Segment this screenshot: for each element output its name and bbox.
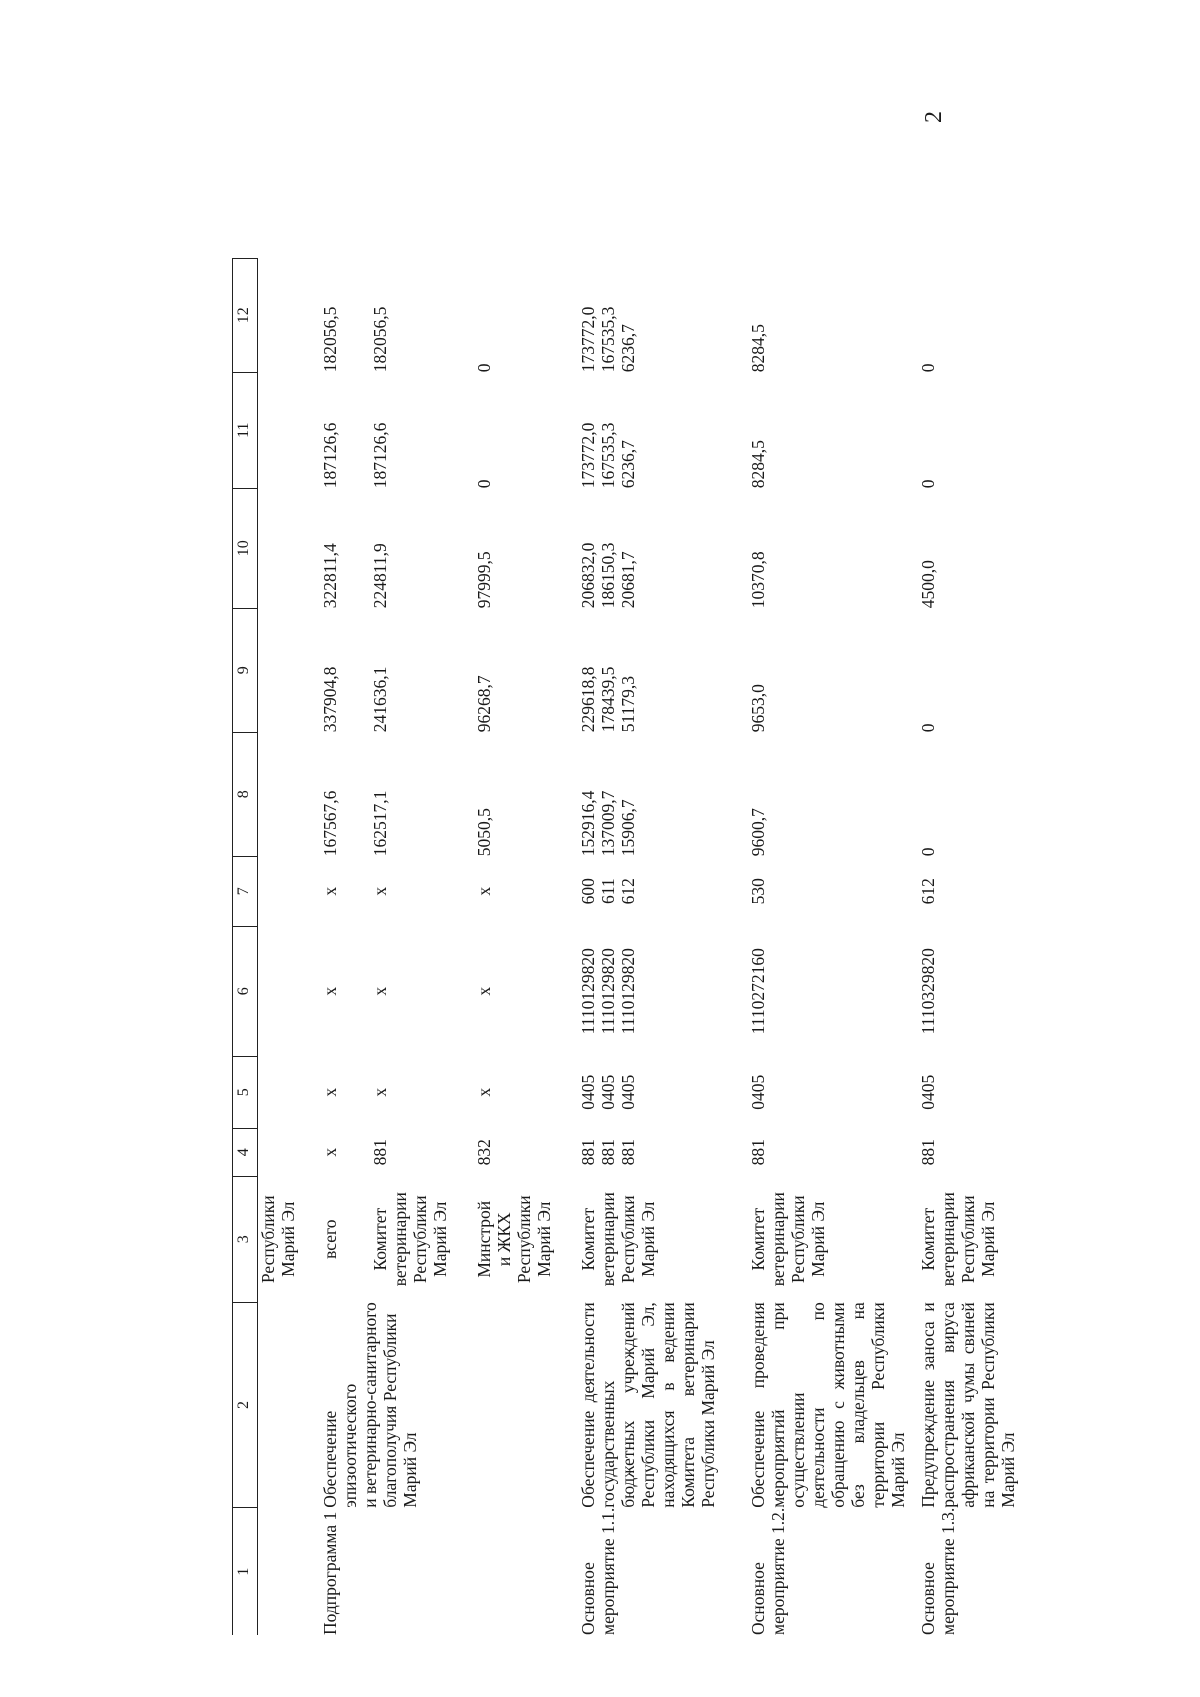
- row-val-8: 162517,1: [369, 790, 390, 857]
- row-val-12: 0: [473, 363, 494, 373]
- row-vr: 612: [917, 878, 938, 905]
- row-rzpr: 0405: [747, 1074, 768, 1110]
- table-row: [320, 258, 370, 1635]
- row-title: Обеспечение эпизоотического и ветеринарно-санитарного благополучия Республики Марий Эл: [319, 1302, 420, 1508]
- row-val-12: 8284,5: [747, 324, 768, 373]
- row-val-11: 8284,5: [747, 440, 768, 489]
- table-row: [918, 258, 1048, 1635]
- row-vr: х: [473, 886, 494, 896]
- row-grbs: 881 881 881: [577, 1139, 638, 1166]
- row-csr: 1110129820 1110129820 1110129820: [577, 948, 638, 1035]
- col-num-8: 8: [233, 732, 258, 856]
- table-row: [748, 258, 918, 1635]
- col-num-7: 7: [233, 856, 258, 926]
- row-val-9: 229618,8 178439,5 51179,3: [577, 666, 638, 733]
- row-val-8: 167567,6: [319, 790, 340, 857]
- row-grbs: х: [319, 1147, 340, 1157]
- row-val-11: 173772,0 167535,3 6236,7: [577, 422, 638, 489]
- row-executor: Комитет ветеринарии Республики Марий Эл: [369, 1192, 450, 1287]
- row-vr: х: [369, 886, 390, 896]
- row-executor: Комитет ветеринарии Республики Марий Эл: [917, 1192, 998, 1287]
- row-rzpr: 0405 0405 0405: [577, 1074, 638, 1110]
- row-val-9: 9653,0: [747, 684, 768, 733]
- col-num-9: 9: [233, 608, 258, 732]
- row-val-12: 182056,5: [369, 306, 390, 373]
- row-val-9: 96268,7: [473, 675, 494, 733]
- table-row: [578, 258, 748, 1635]
- row-val-10: 322811,4: [319, 543, 340, 609]
- col-num-10: 10: [233, 488, 258, 608]
- rotated-sheet: [232, 105, 1192, 1635]
- row-grbs: 832: [473, 1139, 494, 1166]
- row-val-11: 0: [917, 479, 938, 489]
- col-num-6: 6: [233, 926, 258, 1056]
- row-title: Обеспечение проведения мероприятий при осуществлении деятельности по обращению с животными без владельцев на территории Республики Марий Эл: [747, 1302, 908, 1508]
- row-rzpr: 0405: [917, 1074, 938, 1110]
- row-grbs: 881: [747, 1139, 768, 1166]
- row-val-10: 224811,9: [369, 543, 390, 609]
- row-rzpr: х: [369, 1087, 390, 1097]
- row-grbs: 881: [917, 1139, 938, 1166]
- row-val-10: 10370,8: [747, 551, 768, 609]
- row-title: Обеспечение деятельности государственных бюджетных учреждений Республики Марий Эл, находящихся в ведении Комитета ветеринарии Республики Марий Эл: [577, 1302, 718, 1508]
- col-num-5: 5: [233, 1056, 258, 1128]
- row-executor: всего: [319, 1219, 340, 1259]
- row-code: Подпрограмма 1: [319, 1511, 340, 1635]
- row-val-9: 0: [917, 723, 938, 733]
- row-val-8: 152916,4 137009,7 15906,7: [577, 790, 638, 857]
- row-val-11: 0: [473, 479, 494, 489]
- row-vr: 530: [747, 878, 768, 905]
- col-num-11: 11: [233, 372, 258, 488]
- row-code: Основное мероприятие 1.2.: [747, 1507, 788, 1635]
- row-csr: х: [473, 986, 494, 996]
- row-csr: 1110272160: [747, 948, 768, 1035]
- row-rzpr: х: [319, 1087, 340, 1097]
- row-val-12: 173772,0 167535,3 6236,7: [577, 306, 638, 373]
- row-vr: х: [319, 886, 340, 896]
- row-val-8: 0: [917, 847, 938, 857]
- row-val-11: 187126,6: [319, 422, 340, 489]
- row-executor: Минстрой и ЖКХ Республики Марий Эл: [473, 1195, 554, 1284]
- row-val-10: 4500,0: [917, 560, 938, 609]
- row-csr: 1110329820: [917, 948, 938, 1035]
- column-number-row: [233, 258, 258, 1635]
- row-val-10: 206832,0 186150,3 20681,7: [577, 542, 638, 609]
- carry-over-executor: Республики Марий Эл: [258, 1195, 298, 1284]
- row-csr: х: [369, 986, 390, 996]
- row-val-12: 182056,5: [319, 306, 340, 373]
- row-val-9: 241636,1: [369, 666, 390, 733]
- row-csr: х: [319, 986, 340, 996]
- col-num-2: 2: [233, 1302, 258, 1508]
- col-num-12: 12: [233, 258, 258, 372]
- row-executor: Комитет ветеринарии Республики Марий Эл: [747, 1192, 828, 1287]
- budget-table: [232, 258, 1048, 1635]
- carry-over-row: [258, 258, 320, 1635]
- col-num-1: 1: [233, 1508, 258, 1635]
- row-code: Основное мероприятие 1.3.: [917, 1507, 958, 1635]
- row-vr: 600 611 612: [577, 878, 638, 905]
- page-number: 2: [921, 111, 947, 123]
- row-grbs: 881: [369, 1139, 390, 1166]
- row-val-10: 97999,5: [473, 551, 494, 609]
- col-num-3: 3: [233, 1176, 258, 1302]
- row-executor: Комитет ветеринарии Республики Марий Эл: [577, 1192, 658, 1287]
- row-val-12: 0: [917, 363, 938, 373]
- row-title: Предупреждение заноса и распространения вируса африканской чумы свиней на территории Республики Марий Эл: [917, 1302, 1018, 1508]
- col-num-4: 4: [233, 1128, 258, 1176]
- row-code: Основное мероприятие 1.1.: [577, 1507, 618, 1635]
- row-val-8: 5050,5: [473, 808, 494, 857]
- row-val-8: 9600,7: [747, 808, 768, 857]
- row-val-11: 187126,6: [369, 422, 390, 489]
- row-rzpr: х: [473, 1087, 494, 1097]
- row-val-9: 337904,8: [319, 666, 340, 733]
